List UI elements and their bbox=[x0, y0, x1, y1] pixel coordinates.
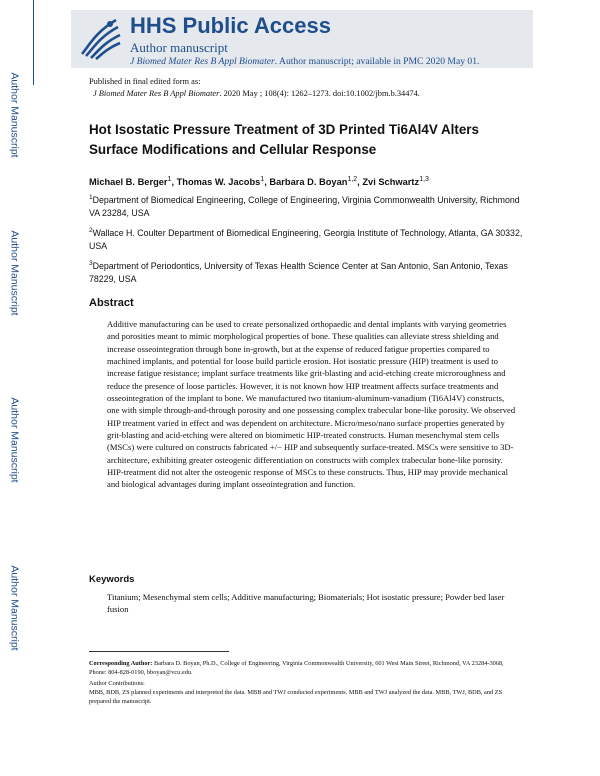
sidebar-label-1: Author Manuscript bbox=[9, 72, 21, 158]
article-title: Hot Isostatic Pressure Treatment of 3D Printed Ti6Al4V Alters Surface Modifications and Cellular Response bbox=[89, 122, 479, 157]
author-contributions-label: Author Contributions: bbox=[89, 680, 145, 687]
abstract-heading: Abstract bbox=[89, 297, 134, 309]
sidebar-label-4: Author Manuscript bbox=[9, 565, 21, 651]
keywords-heading: Keywords bbox=[89, 574, 135, 585]
author-contributions-text: MBB, BDB, ZS planned experiments and interpreted the data. MBB and TWJ conducted experiments. MBB and TWJ analyzed the data. MBB, TWJ, BDB, and ZS prepared the manuscript. bbox=[89, 689, 503, 705]
author-name: Thomas W. Jacobs bbox=[176, 177, 261, 188]
hhs-eagle-logo-icon bbox=[76, 14, 124, 62]
affiliation: $^3$Department of Periodontics, University of Texas Health Science Center at San Antonio, San Antonio, Texas 78229, USA bbox=[89, 260, 508, 285]
published-citation: J Biomed Mater Res B Appl Biomater. 2020 May ; 108(4): 1262–1273. doi:10.1002/jbm.b.34474. bbox=[93, 89, 420, 98]
banner-citation: J Biomed Mater Res B Appl Biomater. Author manuscript; available in PMC 2020 May 01. bbox=[130, 56, 480, 67]
footnote-divider bbox=[89, 651, 229, 652]
author-name: Zvi Schwartz bbox=[362, 177, 420, 188]
sidebar-label-3: Author Manuscript bbox=[9, 397, 21, 483]
published-label: Published in final edited form as: bbox=[89, 77, 201, 86]
corresponding-author-note: Corresponding Author: Barbara D. Boyan, Ph.D., College of Engineering, Virginia Commonwealth University, 601 West Main Street, Richmond, VA 23284-3068, Phone: 804-828-0190, bboyan@vcu.edu. bbox=[89, 660, 504, 676]
sidebar-rule bbox=[33, 0, 34, 85]
author-name: Michael B. Berger bbox=[89, 177, 168, 188]
affiliation: $^1$Department of Biomedical Engineering, College of Engineering, Virginia Commonwealth University, Richmond VA 23284, USA bbox=[89, 194, 520, 219]
affiliation: $^2$Wallace H. Coulter Department of Biomedical Engineering, Georgia Institute of Technology, Atlanta, GA 30332, USA bbox=[89, 227, 523, 252]
abstract-body: Additive manufacturing can be used to create personalized orthopaedic and dental implants with varying geometries and porosities meant to mimic morphological properties of bone. These qualities can alleviate stress shielding and increase osseointegration through bone in-growth, but at the expense of reduced fatigue properties compared to machined implants, and potential for loose build particle erosion. Hot isostatic pressure (HIP) treatment is used to increase fatigue resistance; implant surface treatments like grit-blasting and acid-etching create microroughness and reduce the presence of loose particles. However, it is not known how HIP treatment affects surface treatments and osseointegration of the implant to bone. We manufactured two titanium-aluminum-vanadium (Ti6Al4V) constructs, one with simple through-and-through porosity and one possessing complex trabecular bone-like porosity. We observed HIP treatment varied in effect and was dependent on architecture. Micro/meso/nano surface properties generated by grit-blasting and acid-etching were altered on biomimetic HIP-treated constructs. Human mesenchymal stem cells (MSCs) were cultured on constructs fabricated +/− HIP and subsequently surface-treated. MSCs were sensitive to 3D-architecture, exhibiting greater osteogenic differentiation on constructs with complex trabecular bone-like porosity. HIP-treatment did not alter the osteogenic response of MSCs to these constructs. Thus, HIP may provide mechanical and biological advantages during implant osseointegration and function. bbox=[107, 319, 516, 490]
banner-subtitle: Author manuscript bbox=[130, 40, 228, 55]
sidebar-label-2: Author Manuscript bbox=[9, 230, 21, 316]
author-list: Michael B. Berger$^1$, Thomas W. Jacobs$^1$, Barbara D. Boyan$^{1,2}$, Zvi Schwartz$^{1,3}$ bbox=[89, 176, 429, 188]
banner-title: HHS Public Access bbox=[130, 13, 331, 38]
author-name: Barbara D. Boyan bbox=[269, 177, 348, 188]
keywords-list: Titanium; Mesenchymal stem cells; Additive manufacturing; Biomaterials; Hot isostatic pressure; Powder bed laser fusion bbox=[107, 592, 505, 614]
